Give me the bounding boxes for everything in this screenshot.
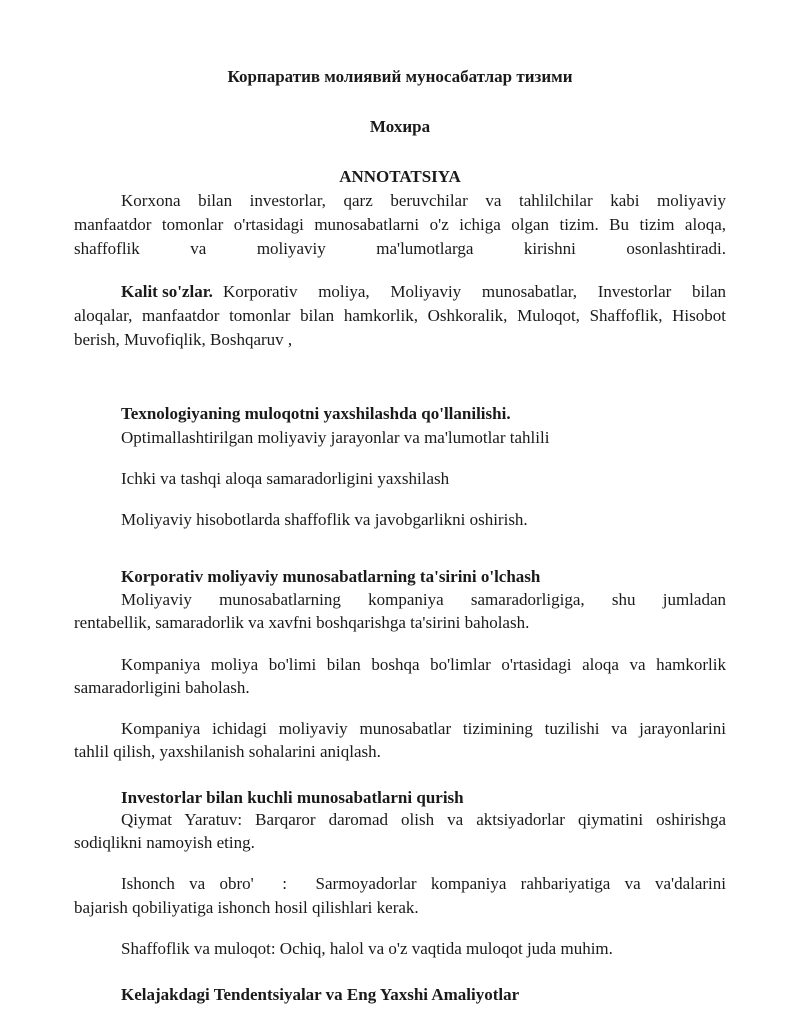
annotation-line-3: shaffoflik va moliyaviy ma'lumotlarga kirishni osonlashtiradi. (74, 239, 726, 258)
keywords-line-2: aloqalar, manfaatdor tomonlar bilan hamkorlik, Oshkoralik, Muloqot, Shaffoflik, Hisobot (74, 306, 726, 325)
keywords-label: Kalit so'zlar. (121, 282, 213, 301)
section-measurement-p1-line-1: Moliyaviy munosabatlarning kompaniya samaradorligiga, shu jumladan (121, 590, 726, 609)
section-measurement-p1-line-2: rentabellik, samaradorlik va xavfni boshqarishga ta'sirini baholash. (74, 613, 530, 632)
section-measurement-p2-line-1: Kompaniya moliya bo'limi bilan boshqa bo'limlar o'rtasidagi aloqa va hamkorlik (121, 655, 726, 674)
document-title: Корпаратив молиявий муносабатлар тизими (227, 67, 573, 86)
section-technology-item-3: Moliyaviy hisobotlarda shaffoflik va javobgarlikni oshirish. (121, 510, 528, 529)
keywords-line-3: berish, Muvofiqlik, Boshqaruv , (74, 330, 293, 349)
annotation-heading: ANNOTATSIYA (339, 167, 461, 186)
keywords-line-1 (121, 282, 726, 302)
section-technology-item-2: Ichki va tashqi aloqa samaradorligini yaxshilash (121, 469, 450, 488)
section-measurement-p3-line-2: tahlil qilish, yaxshilanish sohalarini aniqlash. (74, 742, 381, 761)
section-measurement-heading: Korporativ moliyaviy munosabatlarning ta'sirini o'lchash (121, 567, 541, 586)
section-investors-p2-line-1: Ishonch va obro' : Sarmoyadorlar kompaniya rahbariyatiga va va'dalarini (121, 874, 726, 893)
section-investors-p2-line-2: bajarish qobiliyatiga ishonch hosil qilishlari kerak. (74, 898, 419, 917)
author-name: Мохира (369, 117, 431, 136)
section-technology-item-1: Optimallashtirilgan moliyaviy jarayonlar va ma'lumotlar tahlili (121, 428, 550, 447)
section-investors-p1-line-2: sodiqlikni namoyish eting. (74, 833, 255, 852)
section-investors-p3: Shaffoflik va muloqot: Ochiq, halol va o'z vaqtida muloqot juda muhim. (121, 939, 613, 958)
annotation-line-2: manfaatdor tomonlar o'rtasidagi munosabatlarni o'z ichiga olgan tizim. Bu tizim aloqa, (74, 215, 726, 234)
annotation-line-1: Korxona bilan investorlar, qarz beruvchilar va tahlilchilar kabi moliyaviy (121, 191, 726, 210)
section-investors-heading: Investorlar bilan kuchli munosabatlarni qurish (121, 788, 464, 807)
section-investors-p1-line-1: Qiymat Yaratuv: Barqaror daromad olish va aktsiyadorlar qiymatini oshirishga (121, 810, 726, 829)
section-measurement-p3-line-1: Kompaniya ichidagi moliyaviy munosabatlar tizimining tuzilishi va jarayonlarini (121, 719, 726, 738)
keywords-text-1: Korporativ moliya, Moliyaviy munosabatlar, Investorlar bilan (222, 282, 726, 301)
section-technology-heading: Texnologiyaning muloqotni yaxshilashda qo'llanilishi. (121, 404, 511, 423)
section-measurement-p2-line-2: samaradorligini baholash. (74, 678, 250, 697)
section-future-heading: Kelajakdagi Tendentsiyalar va Eng Yaxshi Amaliyotlar (121, 985, 520, 1004)
